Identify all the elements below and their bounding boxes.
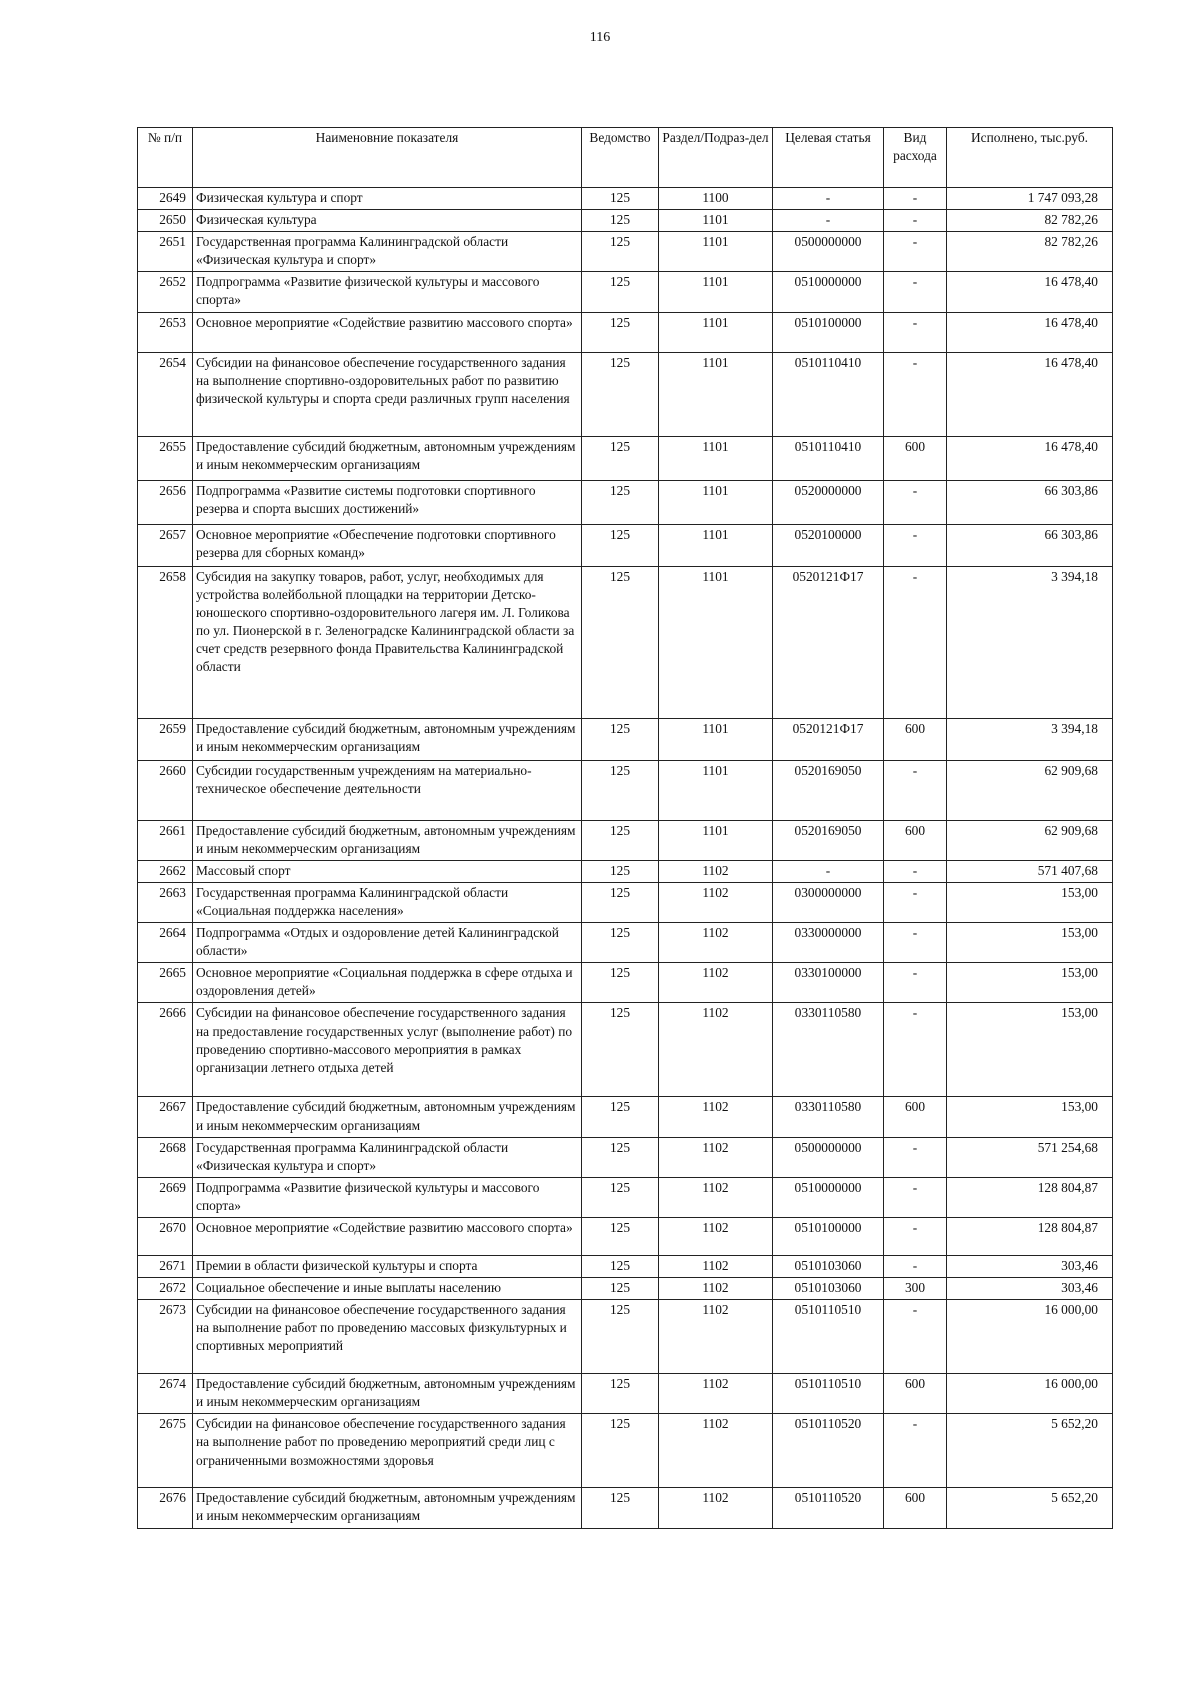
row-department: 125 <box>582 882 659 922</box>
row-name: Предоставление субсидий бюджетным, автономным учреждениям и иным некоммерческим организациям <box>193 1488 582 1528</box>
row-name: Физическая культура <box>193 210 582 232</box>
row-section: 1102 <box>659 1300 773 1374</box>
row-section: 1102 <box>659 1414 773 1488</box>
row-amount: 16 478,40 <box>947 436 1113 480</box>
row-amount: 303,46 <box>947 1255 1113 1277</box>
row-name: Массовый спорт <box>193 860 582 882</box>
row-target-article: 0500000000 <box>773 232 884 272</box>
row-department: 125 <box>582 352 659 436</box>
header-section: Раздел/Подраз-дел <box>659 128 773 188</box>
row-department: 125 <box>582 210 659 232</box>
row-amount: 571 407,68 <box>947 860 1113 882</box>
row-department: 125 <box>582 923 659 963</box>
budget-table <box>137 127 1113 1529</box>
row-department: 125 <box>582 1278 659 1300</box>
row-section: 1101 <box>659 480 773 524</box>
row-amount: 16 000,00 <box>947 1300 1113 1374</box>
row-section: 1102 <box>659 1278 773 1300</box>
row-target-article: 0520121Ф17 <box>773 566 884 718</box>
row-department: 125 <box>582 312 659 352</box>
row-amount: 1 747 093,28 <box>947 188 1113 210</box>
row-name: Премии в области физической культуры и спорта <box>193 1255 582 1277</box>
row-target-article: 0510110520 <box>773 1488 884 1528</box>
row-name: Социальное обеспечение и иные выплаты населению <box>193 1278 582 1300</box>
row-department: 125 <box>582 480 659 524</box>
row-target-article: 0520100000 <box>773 524 884 566</box>
table-row <box>138 1177 1113 1217</box>
row-number: 2670 <box>138 1217 193 1255</box>
table-row <box>138 272 1113 312</box>
row-section: 1102 <box>659 1255 773 1277</box>
row-section: 1102 <box>659 1097 773 1137</box>
table-body <box>138 188 1113 1529</box>
row-number: 2653 <box>138 312 193 352</box>
row-amount: 16 000,00 <box>947 1374 1113 1414</box>
table-row <box>138 820 1113 860</box>
row-number: 2657 <box>138 524 193 566</box>
row-amount: 62 909,68 <box>947 820 1113 860</box>
row-expense-type: - <box>884 1137 947 1177</box>
header-target-article: Целевая статья <box>773 128 884 188</box>
row-target-article: 0510000000 <box>773 272 884 312</box>
row-name: Подпрограмма «Развитие системы подготовки спортивного резерва и спорта высших достижений» <box>193 480 582 524</box>
row-name: Основное мероприятие «Содействие развитию массового спорта» <box>193 312 582 352</box>
header-expense-type: Вид расхода <box>884 128 947 188</box>
row-target-article: - <box>773 860 884 882</box>
row-target-article: 0330110580 <box>773 1097 884 1137</box>
row-amount: 16 478,40 <box>947 272 1113 312</box>
table-row <box>138 760 1113 820</box>
row-target-article: 0510103060 <box>773 1255 884 1277</box>
row-amount: 153,00 <box>947 963 1113 1003</box>
row-department: 125 <box>582 566 659 718</box>
table-row <box>138 1374 1113 1414</box>
row-target-article: 0520169050 <box>773 820 884 860</box>
row-name: Предоставление субсидий бюджетным, автономным учреждениям и иным некоммерческим организациям <box>193 436 582 480</box>
table-row <box>138 188 1113 210</box>
row-target-article: 0510000000 <box>773 1177 884 1217</box>
row-expense-type: - <box>884 524 947 566</box>
row-number: 2651 <box>138 232 193 272</box>
row-department: 125 <box>582 1488 659 1528</box>
row-section: 1102 <box>659 1003 773 1097</box>
row-number: 2650 <box>138 210 193 232</box>
row-number: 2659 <box>138 718 193 760</box>
row-expense-type: - <box>884 480 947 524</box>
row-target-article: 0520000000 <box>773 480 884 524</box>
row-section: 1101 <box>659 566 773 718</box>
row-name: Основное мероприятие «Социальная поддержка в сфере отдыха и оздоровления детей» <box>193 963 582 1003</box>
row-target-article: 0330110580 <box>773 1003 884 1097</box>
row-number: 2674 <box>138 1374 193 1414</box>
row-amount: 128 804,87 <box>947 1217 1113 1255</box>
row-expense-type: - <box>884 1003 947 1097</box>
row-amount: 82 782,26 <box>947 210 1113 232</box>
row-department: 125 <box>582 1217 659 1255</box>
row-number: 2666 <box>138 1003 193 1097</box>
table-row <box>138 232 1113 272</box>
row-section: 1102 <box>659 923 773 963</box>
row-number: 2667 <box>138 1097 193 1137</box>
row-target-article: 0500000000 <box>773 1137 884 1177</box>
row-name: Основное мероприятие «Содействие развитию массового спорта» <box>193 1217 582 1255</box>
row-section: 1101 <box>659 352 773 436</box>
row-name: Предоставление субсидий бюджетным, автономным учреждениям и иным некоммерческим организациям <box>193 718 582 760</box>
row-number: 2662 <box>138 860 193 882</box>
row-department: 125 <box>582 1177 659 1217</box>
row-name: Субсидии государственным учреждениям на материально-техническое обеспечение деятельности <box>193 760 582 820</box>
page-number: 116 <box>589 30 611 45</box>
row-expense-type: 600 <box>884 820 947 860</box>
row-expense-type: - <box>884 1255 947 1277</box>
row-number: 2665 <box>138 963 193 1003</box>
row-amount: 153,00 <box>947 1097 1113 1137</box>
row-expense-type: 300 <box>884 1278 947 1300</box>
row-section: 1101 <box>659 718 773 760</box>
table-row <box>138 1003 1113 1097</box>
row-amount: 66 303,86 <box>947 524 1113 566</box>
row-expense-type: - <box>884 188 947 210</box>
row-number: 2654 <box>138 352 193 436</box>
row-expense-type: - <box>884 312 947 352</box>
row-department: 125 <box>582 436 659 480</box>
row-expense-type: - <box>884 760 947 820</box>
row-expense-type: - <box>884 1414 947 1488</box>
row-number: 2673 <box>138 1300 193 1374</box>
row-department: 125 <box>582 860 659 882</box>
row-section: 1101 <box>659 272 773 312</box>
row-expense-type: - <box>884 232 947 272</box>
row-target-article: 0510100000 <box>773 312 884 352</box>
header-name: Наименовние показателя <box>193 128 582 188</box>
row-number: 2652 <box>138 272 193 312</box>
row-section: 1100 <box>659 188 773 210</box>
row-name: Субсидии на финансовое обеспечение государственного задания на выполнение спортивно-оздоровительных работ по развитию физической культуры и спорта среди различных групп населения <box>193 352 582 436</box>
row-number: 2676 <box>138 1488 193 1528</box>
table-row <box>138 1488 1113 1528</box>
row-expense-type: - <box>884 566 947 718</box>
row-department: 125 <box>582 232 659 272</box>
row-name: Государственная программа Калининградской области «Физическая культура и спорт» <box>193 1137 582 1177</box>
row-amount: 66 303,86 <box>947 480 1113 524</box>
row-name: Предоставление субсидий бюджетным, автономным учреждениям и иным некоммерческим организациям <box>193 1097 582 1137</box>
header-number: № п/п <box>138 128 193 188</box>
row-expense-type: - <box>884 963 947 1003</box>
row-department: 125 <box>582 963 659 1003</box>
table-row <box>138 1414 1113 1488</box>
table-row <box>138 882 1113 922</box>
row-name: Субсидия на закупку товаров, работ, услуг, необходимых для устройства волейбольной площадки на территории Детско-юношеского спортивно-оздоровительного лагеря им. Л. Голикова по ул. Пионерской в г. Зеленоградске Калининградской области за счет средств резервного фонда Правительства Калининградской области <box>193 566 582 718</box>
table-row <box>138 1217 1113 1255</box>
row-expense-type: 600 <box>884 1374 947 1414</box>
table-row <box>138 860 1113 882</box>
row-department: 125 <box>582 760 659 820</box>
row-name: Подпрограмма «Развитие физической культуры и массового спорта» <box>193 1177 582 1217</box>
row-section: 1101 <box>659 312 773 352</box>
row-name: Физическая культура и спорт <box>193 188 582 210</box>
row-amount: 153,00 <box>947 923 1113 963</box>
row-amount: 3 394,18 <box>947 566 1113 718</box>
row-number: 2672 <box>138 1278 193 1300</box>
row-department: 125 <box>582 272 659 312</box>
row-name: Субсидии на финансовое обеспечение государственного задания на выполнение работ по проведению мероприятий среди лиц с ограниченными возможностями здоровья <box>193 1414 582 1488</box>
row-section: 1101 <box>659 232 773 272</box>
row-amount: 16 478,40 <box>947 352 1113 436</box>
row-department: 125 <box>582 188 659 210</box>
row-expense-type: - <box>884 272 947 312</box>
row-department: 125 <box>582 1300 659 1374</box>
row-amount: 153,00 <box>947 882 1113 922</box>
row-amount: 128 804,87 <box>947 1177 1113 1217</box>
row-name: Государственная программа Калининградской области «Социальная поддержка населения» <box>193 882 582 922</box>
row-department: 125 <box>582 718 659 760</box>
row-expense-type: - <box>884 210 947 232</box>
table-row <box>138 1255 1113 1277</box>
row-target-article: 0510100000 <box>773 1217 884 1255</box>
row-number: 2664 <box>138 923 193 963</box>
row-number: 2671 <box>138 1255 193 1277</box>
row-name: Субсидии на финансовое обеспечение государственного задания на выполнение работ по проведению массовых физкультурных и спортивных мероприятий <box>193 1300 582 1374</box>
table-row <box>138 1278 1113 1300</box>
row-number: 2663 <box>138 882 193 922</box>
budget-table-container <box>137 127 1112 1529</box>
row-amount: 3 394,18 <box>947 718 1113 760</box>
row-target-article: 0510110510 <box>773 1300 884 1374</box>
row-target-article: 0510103060 <box>773 1278 884 1300</box>
row-name: Субсидии на финансовое обеспечение государственного задания на предоставление государственных услуг (выполнение работ) по проведению спортивно-массового мероприятия в рамках организации летнего отдыха детей <box>193 1003 582 1097</box>
row-target-article: 0510110410 <box>773 436 884 480</box>
row-amount: 82 782,26 <box>947 232 1113 272</box>
row-name: Предоставление субсидий бюджетным, автономным учреждениям и иным некоммерческим организациям <box>193 820 582 860</box>
row-expense-type: - <box>884 882 947 922</box>
row-number: 2668 <box>138 1137 193 1177</box>
row-number: 2656 <box>138 480 193 524</box>
row-section: 1101 <box>659 436 773 480</box>
table-row <box>138 312 1113 352</box>
row-department: 125 <box>582 1255 659 1277</box>
table-row <box>138 1300 1113 1374</box>
row-number: 2669 <box>138 1177 193 1217</box>
row-target-article: 0300000000 <box>773 882 884 922</box>
row-section: 1101 <box>659 820 773 860</box>
row-expense-type: 600 <box>884 436 947 480</box>
row-expense-type: - <box>884 352 947 436</box>
row-expense-type: - <box>884 1217 947 1255</box>
row-name: Основное мероприятие «Обеспечение подготовки спортивного резерва для сборных команд» <box>193 524 582 566</box>
row-name: Предоставление субсидий бюджетным, автономным учреждениям и иным некоммерческим организациям <box>193 1374 582 1414</box>
row-section: 1101 <box>659 524 773 566</box>
row-name: Государственная программа Калининградской области «Физическая культура и спорт» <box>193 232 582 272</box>
row-section: 1102 <box>659 1217 773 1255</box>
row-expense-type: - <box>884 1300 947 1374</box>
row-expense-type: 600 <box>884 718 947 760</box>
row-target-article: 0520121Ф17 <box>773 718 884 760</box>
row-target-article: 0510110520 <box>773 1414 884 1488</box>
row-amount: 5 652,20 <box>947 1488 1113 1528</box>
row-expense-type: - <box>884 923 947 963</box>
row-section: 1101 <box>659 760 773 820</box>
table-row <box>138 480 1113 524</box>
row-number: 2658 <box>138 566 193 718</box>
row-target-article: 0330000000 <box>773 923 884 963</box>
row-department: 125 <box>582 1003 659 1097</box>
header-amount: Исполнено, тыс.руб. <box>947 128 1113 188</box>
row-section: 1102 <box>659 882 773 922</box>
row-number: 2675 <box>138 1414 193 1488</box>
row-section: 1101 <box>659 210 773 232</box>
table-row <box>138 436 1113 480</box>
row-department: 125 <box>582 1097 659 1137</box>
table-row <box>138 1097 1113 1137</box>
row-expense-type: - <box>884 1177 947 1217</box>
row-expense-type: 600 <box>884 1488 947 1528</box>
row-amount: 5 652,20 <box>947 1414 1113 1488</box>
header-department: Ведомство <box>582 128 659 188</box>
row-department: 125 <box>582 1374 659 1414</box>
row-amount: 62 909,68 <box>947 760 1113 820</box>
row-name: Подпрограмма «Развитие физической культуры и массового спорта» <box>193 272 582 312</box>
table-row <box>138 566 1113 718</box>
row-name: Подпрограмма «Отдых и оздоровление детей Калининградской области» <box>193 923 582 963</box>
row-section: 1102 <box>659 1488 773 1528</box>
table-row <box>138 210 1113 232</box>
row-amount: 153,00 <box>947 1003 1113 1097</box>
row-section: 1102 <box>659 1137 773 1177</box>
row-department: 125 <box>582 524 659 566</box>
table-row <box>138 963 1113 1003</box>
row-target-article: - <box>773 188 884 210</box>
row-number: 2655 <box>138 436 193 480</box>
row-amount: 571 254,68 <box>947 1137 1113 1177</box>
row-amount: 16 478,40 <box>947 312 1113 352</box>
table-row <box>138 718 1113 760</box>
row-section: 1102 <box>659 963 773 1003</box>
row-number: 2661 <box>138 820 193 860</box>
row-target-article: 0510110510 <box>773 1374 884 1414</box>
row-amount: 303,46 <box>947 1278 1113 1300</box>
row-section: 1102 <box>659 860 773 882</box>
row-target-article: 0520169050 <box>773 760 884 820</box>
row-section: 1102 <box>659 1374 773 1414</box>
table-row <box>138 352 1113 436</box>
row-expense-type: 600 <box>884 1097 947 1137</box>
row-target-article: - <box>773 210 884 232</box>
row-department: 125 <box>582 1137 659 1177</box>
row-number: 2649 <box>138 188 193 210</box>
row-department: 125 <box>582 1414 659 1488</box>
row-target-article: 0330100000 <box>773 963 884 1003</box>
row-section: 1102 <box>659 1177 773 1217</box>
row-target-article: 0510110410 <box>773 352 884 436</box>
row-number: 2660 <box>138 760 193 820</box>
table-header-row <box>138 128 1113 188</box>
table-row <box>138 923 1113 963</box>
table-row <box>138 524 1113 566</box>
row-expense-type: - <box>884 860 947 882</box>
row-department: 125 <box>582 820 659 860</box>
table-row <box>138 1137 1113 1177</box>
